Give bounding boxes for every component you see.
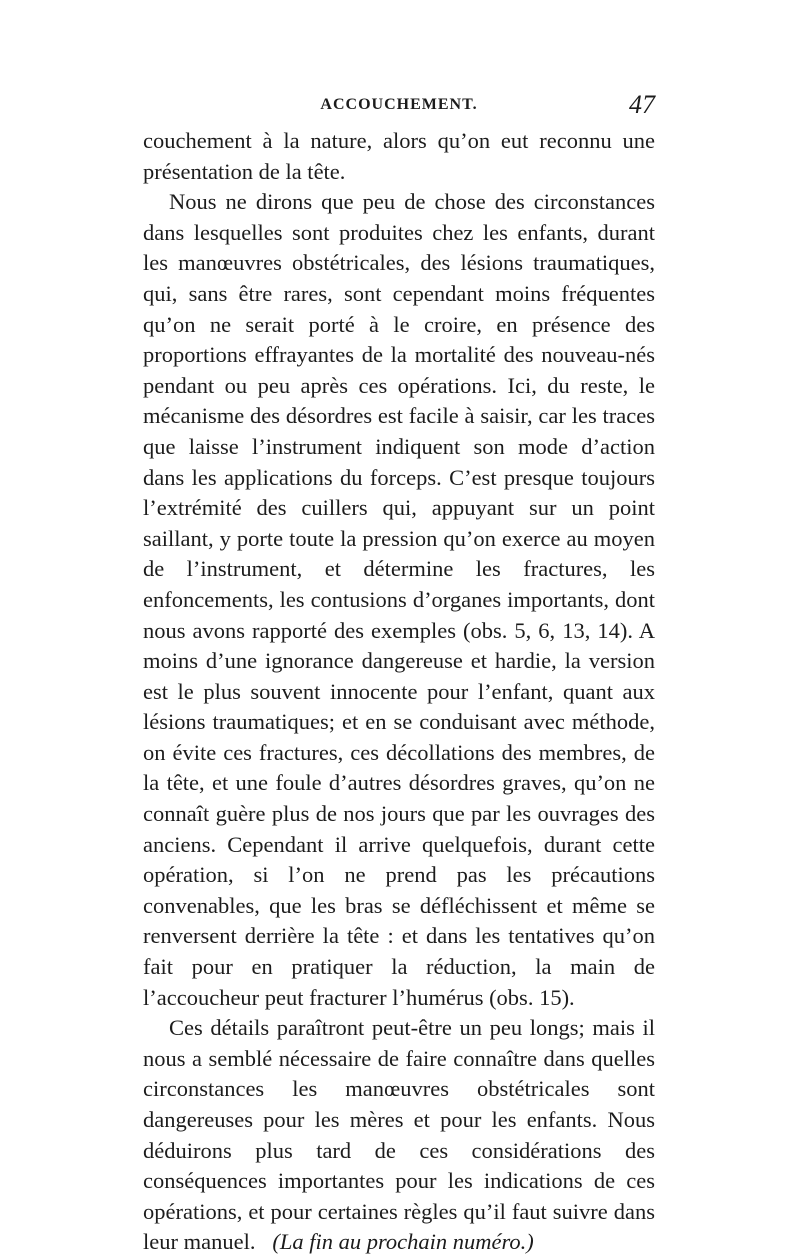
body-text (143, 126, 655, 1258)
page-number: 47 (629, 90, 655, 119)
paragraph-lesions: Nous ne dirons que peu de chose des circonstances dans lesquelles sont produites chez les enfants, durant les manœuvres obstétricales, des lésions traumatiques, qui, sans être rares, sont cependant moins fréquentes qu’on ne serait porté à le croire, en présence des proportions effrayantes de la mortalité des nouveau-nés pendant ou peu après ces opérations. Ici, du reste, le mécanisme des désordres est facile à saisir, car les traces que laisse l’instrument indiquent son mode d’action dans les applications du forceps. C’est presque toujours l’extrémité des cuillers qui, appuyant sur un point saillant, y porte toute la pression qu’on exerce au moyen de l’instrument, et détermine les fractures, les enfoncements, les contusions d’organes importants, dont nous avons rapporté des exemples (obs. 5, 6, 13, 14). A moins d’une ignorance dangereuse et hardie, la version est le plus souvent innocente pour l’enfant, quant aux lésions traumatiques; et en se conduisant avec méthode, on évite ces fractures, ces décollations des membres, de la tête, et une foule d’autres désordres graves, qu’on ne connaît guère plus de nos jours que par les ouvrages des anciens. Cependant il arrive quelquefois, durant cette opération, si l’on ne prend pas les précautions convenables, que les bras se défléchissent et même se renversent derrière la tête : et dans les tentatives qu’on fait pour en pratiquer la réduction, la main de l’accoucheur peut fracturer l’humérus (obs. 15). (143, 189, 655, 1010)
paragraph-continued: couchement à la nature, alors qu’on eut reconnu une présentation de la tête. (143, 128, 655, 184)
paragraph-conclusion (143, 1013, 655, 1258)
page-header (143, 90, 655, 126)
closing-note: (La fin au prochain numéro.) (272, 1229, 534, 1255)
running-title: ACCOUCHEMENT. (320, 96, 478, 113)
paragraph-conclusion-text: Ces détails paraîtront peut-être un peu longs; mais il nous a semblé nécessaire de faire connaître dans quelles circonstances les manœuvres obstétricales sont dangereuses pour les mères et pour les enfants. Nous déduirons plus tard de ces considérations des conséquences importantes pour les indications de ces opérations, et pour certaines règles qu’il faut suivre dans leur manuel. (143, 1015, 655, 1255)
